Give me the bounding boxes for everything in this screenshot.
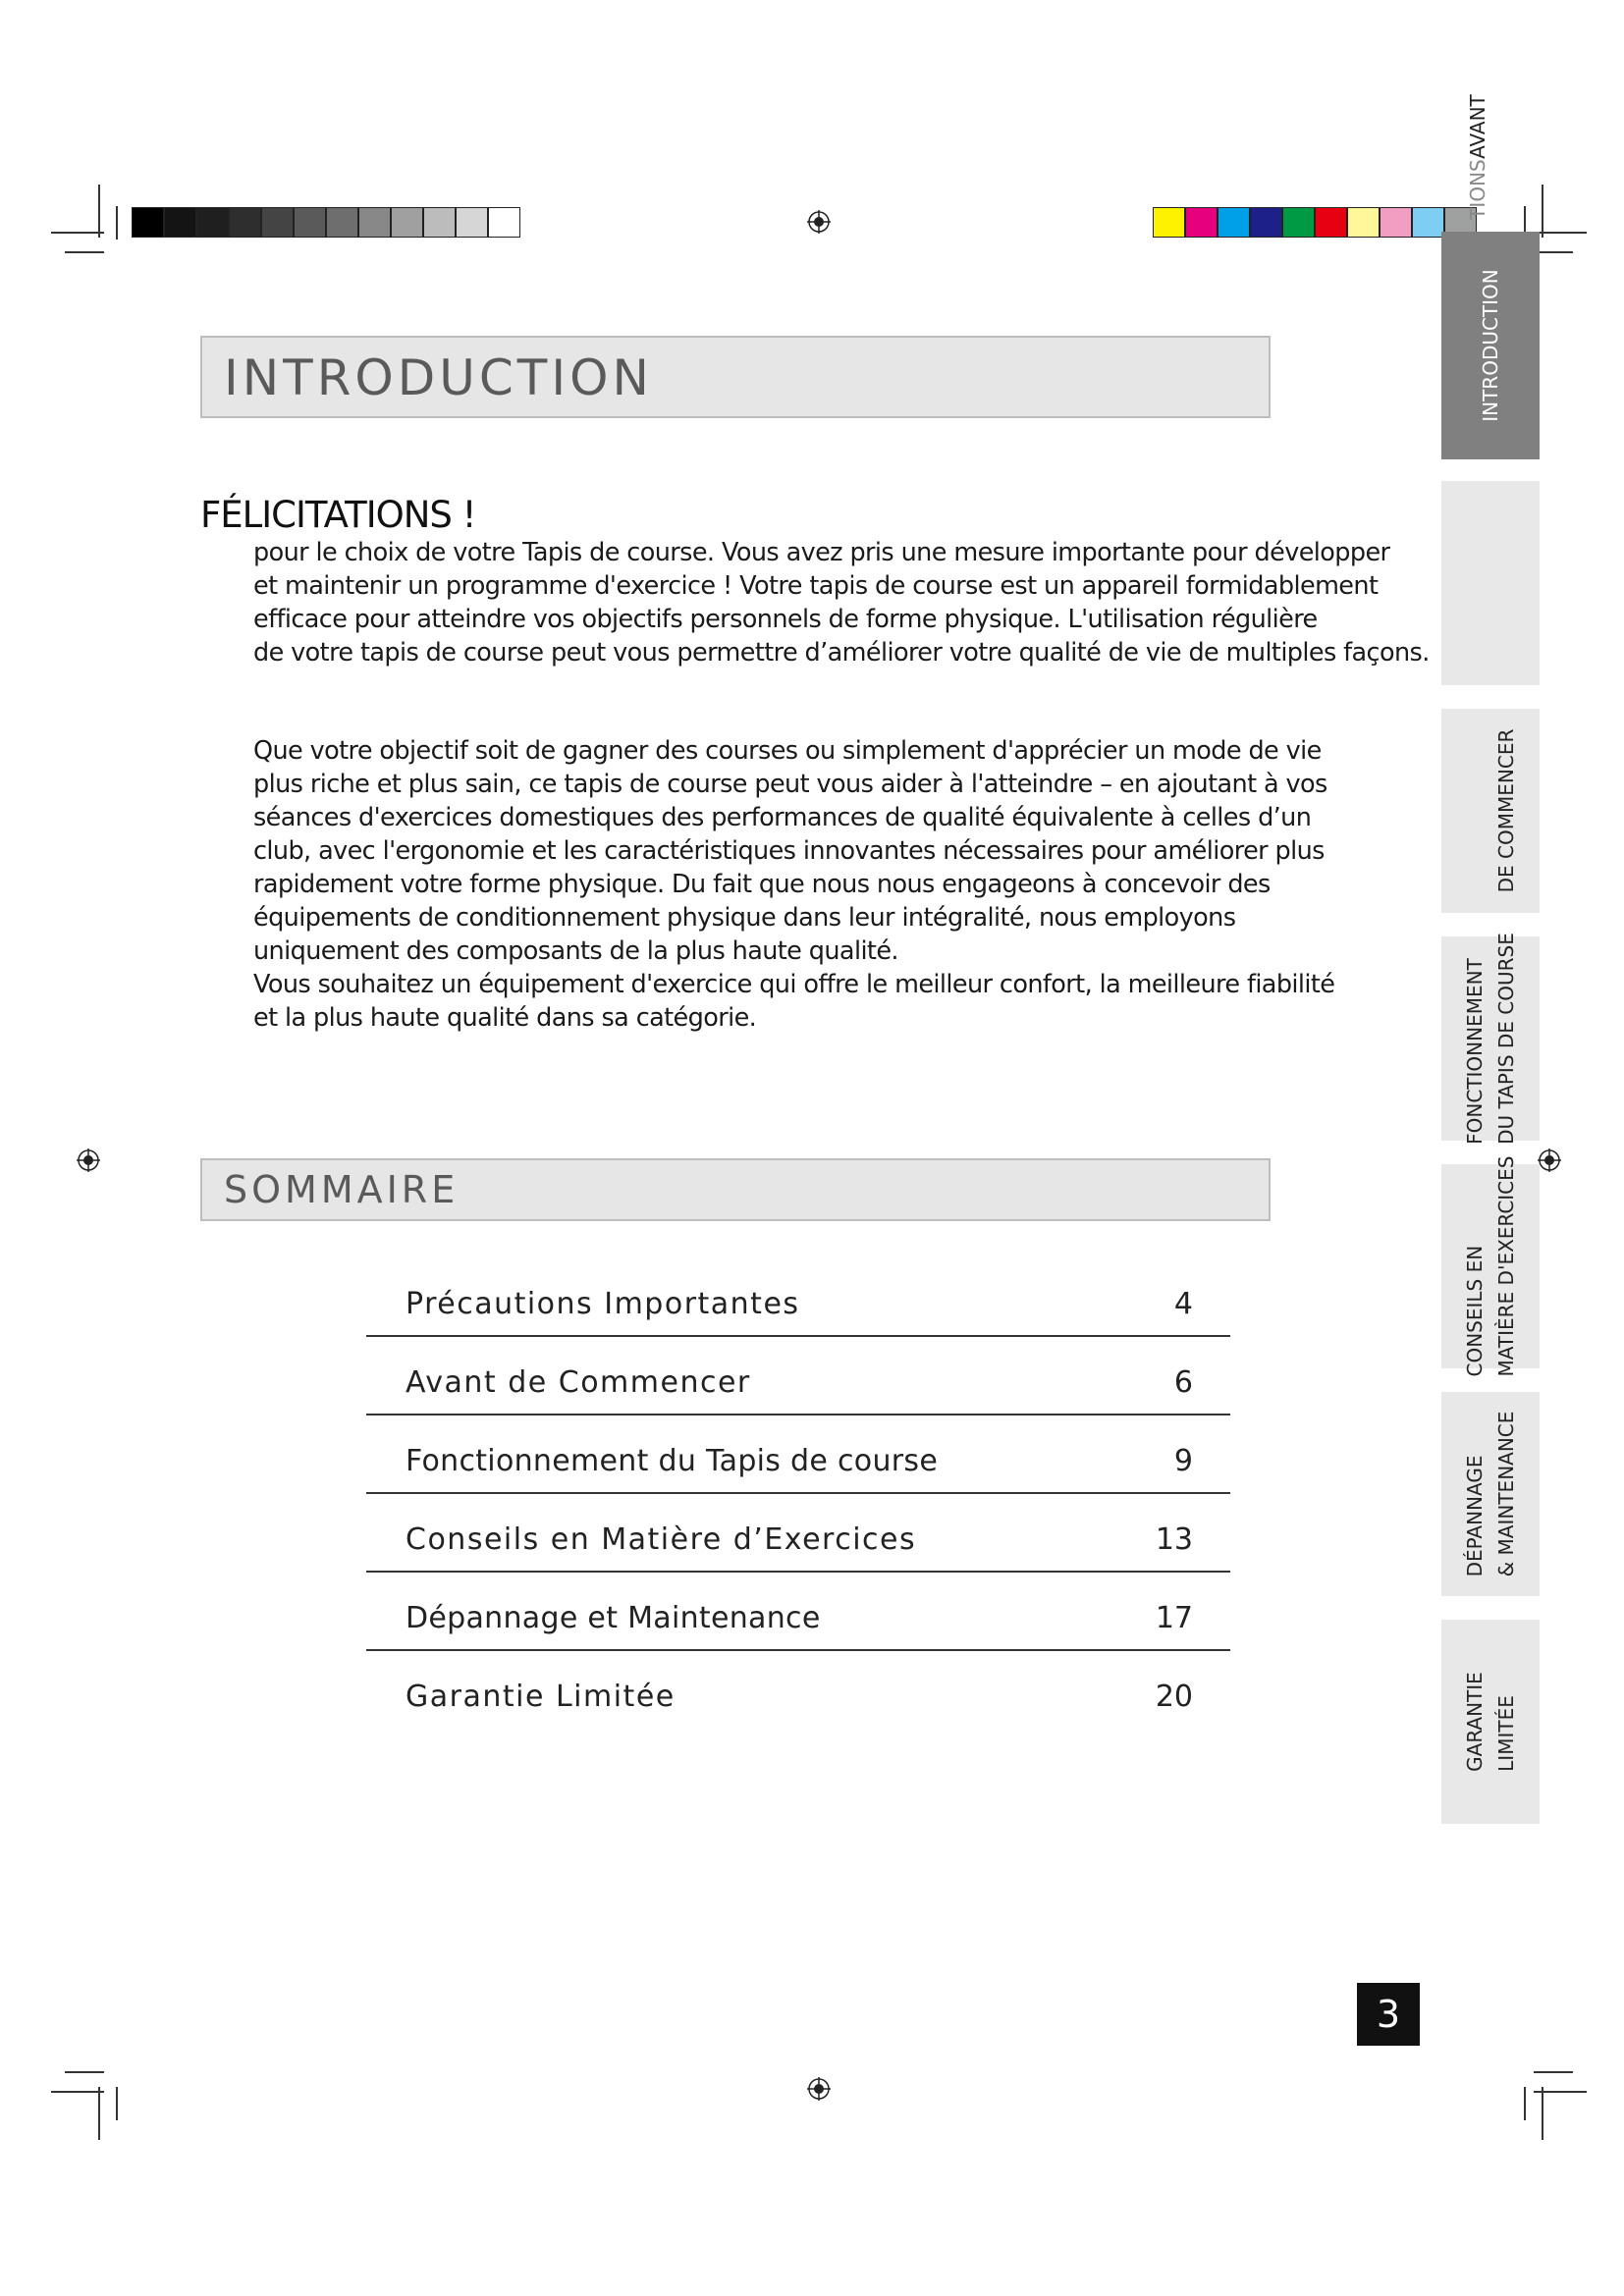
introduction-header: [200, 336, 1271, 418]
tab-label-line: FONCTIONNEMENT: [1463, 958, 1487, 1145]
tab-label: AVANT: [1466, 94, 1489, 159]
text-line: Que votre objectif soit de gagner des courses ou simplement d'apprécier un mode de vie: [253, 736, 1322, 766]
tab-label: [1459, 1156, 1522, 1377]
registration-mark-icon: [77, 1148, 100, 1172]
text-line: séances d'exercices domestiques des performances de qualité équivalente à celles d’un: [253, 803, 1312, 832]
page-number: 3: [1357, 1983, 1420, 2046]
toc-page-number: 20: [1155, 1680, 1193, 1714]
intro-paragraph-2: [253, 734, 1334, 1035]
text-line: rapidement votre forme physique. Du fait que nous nous engageons à concevoir des: [253, 870, 1271, 899]
toc-label: Avant de Commencer: [406, 1365, 751, 1400]
text-line: équipements de conditionnement physique dans leur intégralité, nous employons: [253, 903, 1236, 933]
toc-label: Dépannage et Maintenance: [406, 1601, 821, 1635]
text-line: Vous souhaitez un équipement d'exercice qui offre le meilleur confort, la meilleure fiabilité: [253, 970, 1335, 999]
congratulations-heading: FÉLICITATIONS !: [200, 494, 476, 536]
gray-swatch: [326, 207, 358, 238]
color-swatch: [1315, 207, 1347, 238]
toc-label: Fonctionnement du Tapis de course: [406, 1444, 939, 1478]
toc-row-conseils[interactable]: [366, 1494, 1230, 1573]
tab-label-line: MATIÈRE D'EXERCICES: [1494, 1155, 1518, 1377]
summary-title: SOMMAIRE: [224, 1168, 460, 1211]
registration-mark-icon: [807, 210, 831, 234]
gray-swatch: [456, 207, 488, 238]
gray-swatch: [423, 207, 456, 238]
gray-swatch: [229, 207, 261, 238]
gray-swatch: [261, 207, 294, 238]
tab-avant-de-commencer[interactable]: [1441, 709, 1540, 913]
tab-garantie[interactable]: [1441, 1620, 1540, 1824]
tab-label: [1459, 1672, 1522, 1772]
tab-label-partial: TIONS: [1466, 158, 1489, 220]
tab-label: [1459, 1412, 1522, 1577]
toc-page-number: 9: [1173, 1444, 1193, 1478]
gray-swatch: [294, 207, 326, 238]
tab-precautions-top[interactable]: [1461, 79, 1494, 236]
tab-introduction[interactable]: [1441, 232, 1540, 459]
text-line: club, avec l'ergonomie et les caractéristiques innovantes nécessaires pour améliorer plus: [253, 836, 1325, 866]
toc-row-precautions[interactable]: [366, 1258, 1230, 1337]
color-swatch: [1347, 207, 1380, 238]
intro-paragraph-1: [253, 536, 1430, 669]
text-line: uniquement des composants de la plus haute qualité.: [253, 936, 898, 966]
color-swatch: [1185, 207, 1218, 238]
gray-swatch: [196, 207, 229, 238]
registration-mark-icon: [1538, 1148, 1561, 1172]
text-line: et la plus haute qualité dans sa catégorie.: [253, 1003, 757, 1033]
tab-conseils[interactable]: [1441, 1155, 1540, 1377]
toc-page-number: 17: [1155, 1601, 1193, 1635]
tab-label-line: & MAINTENANCE: [1494, 1411, 1518, 1577]
toc-label: Précautions Importantes: [406, 1287, 800, 1321]
tab-label-line: DÉPANNAGE: [1463, 1455, 1487, 1577]
tab-label: INTRODUCTION: [1479, 269, 1502, 422]
table-of-contents: [366, 1258, 1230, 1728]
tab-label-line: DU TAPIS DE COURSE: [1494, 933, 1518, 1145]
tab-fonctionnement[interactable]: [1441, 933, 1540, 1145]
text-line: efficace pour atteindre vos objectifs personnels de forme physique. L'utilisation régulière: [253, 605, 1318, 634]
tab-label-line: GARANTIE: [1463, 1672, 1487, 1772]
color-swatch: [1282, 207, 1315, 238]
color-swatch: [1412, 207, 1444, 238]
page-title: INTRODUCTION: [224, 349, 653, 406]
toc-page-number: 4: [1173, 1287, 1193, 1321]
toc-row-garantie[interactable]: [366, 1651, 1230, 1728]
tab-label: [1459, 729, 1522, 893]
toc-row-avant-commencer[interactable]: [366, 1337, 1230, 1415]
toc-label: Garantie Limitée: [406, 1680, 676, 1714]
gray-swatch: [391, 207, 423, 238]
text-line: pour le choix de votre Tapis de course. Vous avez pris une mesure importante pour développer: [253, 538, 1390, 567]
color-swatch: [1153, 207, 1185, 238]
tab-label-line: CONSEILS EN: [1463, 1245, 1487, 1377]
toc-label: Conseils en Matière d’Exercices: [406, 1522, 917, 1557]
tab-label-line: [1459, 729, 1490, 893]
gray-swatch: [488, 207, 520, 238]
gray-swatch: [358, 207, 391, 238]
registration-mark-icon: [807, 2077, 831, 2101]
tab-label-line: DE COMMENCER: [1494, 728, 1518, 893]
tab-blank[interactable]: [1441, 481, 1540, 685]
color-swatch: [1218, 207, 1250, 238]
text-line: plus riche et plus sain, ce tapis de course peut vous aider à l'atteindre – en ajoutant à vos: [253, 770, 1327, 799]
toc-row-depannage[interactable]: [366, 1573, 1230, 1651]
text-line: et maintenir un programme d'exercice ! Votre tapis de course est un appareil formidablement: [253, 571, 1379, 601]
toc-page-number: 6: [1173, 1365, 1193, 1400]
gray-swatch: [164, 207, 196, 238]
color-swatch: [1250, 207, 1282, 238]
toc-row-fonctionnement[interactable]: [366, 1415, 1230, 1494]
gray-swatch: [132, 207, 164, 238]
toc-page-number: 13: [1155, 1522, 1193, 1557]
tab-label-line: LIMITÉE: [1494, 1695, 1518, 1772]
text-line: de votre tapis de course peut vous permettre d’améliorer votre qualité de vie de multiples façons.: [253, 638, 1430, 667]
tab-label: [1459, 933, 1522, 1145]
color-swatch: [1380, 207, 1412, 238]
summary-header: [200, 1158, 1271, 1221]
tab-depannage[interactable]: [1441, 1392, 1540, 1596]
